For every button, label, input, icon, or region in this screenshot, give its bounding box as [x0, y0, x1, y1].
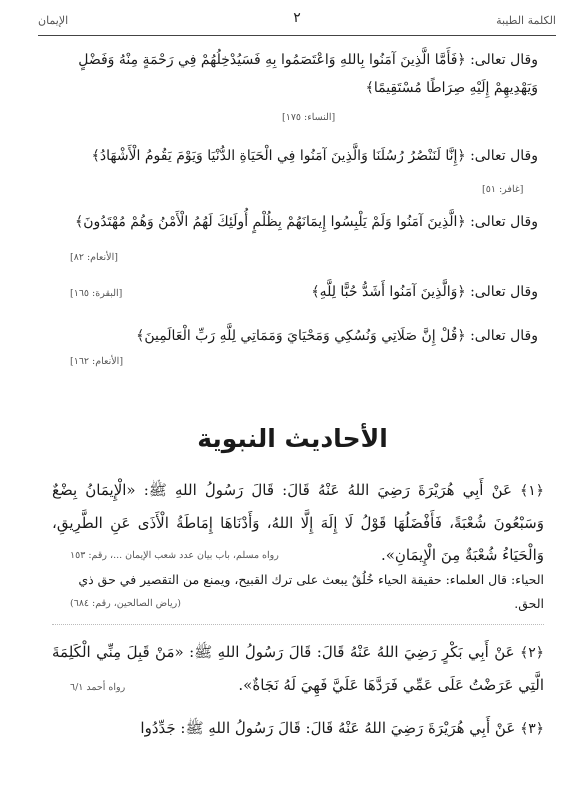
hadith-3-number: ﴿٣﴾	[520, 721, 544, 737]
header-chapter-title: الإيمان	[38, 14, 69, 27]
verse-1-reference: [النساء: ١٧٥]	[282, 112, 336, 123]
hadith-1-text: عَنْ أَبِي هُرَيْرَةَ رَضِيَ اللهُ عَنْهُ قَالَ: قَالَ رَسُولُ اللهِ ﷺ: «الْإِيمَانُ بِضْعٌ وَسَبْعُونَ شُعْبَةً، فَأَفْضَلُهَا قَوْلُ لَا إِلَهَ إِلَّا اللهُ، وَأَدْنَاهَا إِمَاطَةُ الْأَذَى عَنِ الطَّرِيقِ، وَالْحَيَاءُ شُعْبَةٌ مِنَ الْإِيمَانِ».	[52, 481, 544, 564]
hadith-1-note-source: (رياض الصالحين، رقم: ٦٨٤)	[70, 598, 181, 609]
hadith-2-number: ﴿٢﴾	[520, 645, 544, 661]
header-rule	[38, 35, 556, 36]
page-number: ٢	[293, 10, 301, 26]
hadith-1-source: رواه مسلم، باب بيان عدد شعب الإيمان ...، رقم: ١٥٣	[70, 550, 279, 561]
verse-3: وقال تعالى: ﴿الَّذِينَ آمَنُوا وَلَمْ يَلْبِسُوا إِيمَانَهُمْ بِظُلْمٍ أُولَئِكَ لَهُمُ الْأَمْنُ وَهُمْ مُهْتَدُونَ﴾	[75, 214, 538, 230]
verse-5-reference: [الأنعام: ١٦٢]	[70, 356, 124, 367]
hadith-2-source: رواه أحمد ٦/١	[70, 682, 126, 693]
verse-2-reference: [غافر: ٥١]	[482, 184, 524, 195]
hadith-3-text: عَنْ أَبِي هُرَيْرَةَ رَضِيَ اللهُ عَنْهُ قَالَ: قَالَ رَسُولُ اللهِ ﷺ: جَدِّدُوا	[140, 719, 516, 737]
hadith-3	[52, 712, 544, 745]
verse-1: وقال تعالى: ﴿فَأَمَّا الَّذِينَ آمَنُوا بِاللهِ وَاعْتَصَمُوا بِهِ فَسَيُدْخِلُهُمْ فِي رَحْمَةٍ مِنْهُ وَفَضْلٍ وَيَهْدِيهِمْ إِلَيْهِ صِرَاطًا مُسْتَقِيمًا﴾	[78, 52, 538, 96]
verse-3-reference: [الأنعام: ٨٢]	[70, 252, 118, 263]
verse-2: وقال تعالى: ﴿إِنَّا لَنَنْصُرُ رُسُلَنَا وَالَّذِينَ آمَنُوا فِي الْحَيَاةِ الدُّنْيَا وَيَوْمَ يَقُومُ الْأَشْهَادُ﴾	[91, 148, 538, 164]
hadith-2	[52, 636, 544, 701]
hadith-1-note: الحياء: قال العلماء: حقيقة الحياء خُلُقٌ يبعث على ترك القبيح، ويمنع من التقصير في حق ذي الحق.	[78, 572, 544, 611]
verse-4-reference: [البقرة: ١٦٥]	[70, 288, 123, 299]
verse-4: وقال تعالى: ﴿وَالَّذِينَ آمَنُوا أَشَدُّ حُبًّا لِلَّهِ﴾	[311, 284, 538, 300]
hadith-1-number: ﴿١﴾	[520, 483, 544, 499]
header-book-title: الكلمة الطيبة	[496, 14, 556, 27]
section-divider	[52, 624, 544, 625]
verse-5: وقال تعالى: ﴿قُلْ إِنَّ صَلَاتِي وَنُسُكِي وَمَحْيَايَ وَمَمَاتِي لِلَّهِ رَبِّ الْعَالَمِينَ﴾	[136, 328, 538, 344]
hadith-2-text: عَنْ أَبِي بَكْرٍ رَضِيَ اللهُ عَنْهُ قَالَ: قَالَ رَسُولُ اللهِ ﷺ: «مَنْ قَبِلَ مِنِّي الْكَلِمَةَ الَّتِي عَرَضْتُ عَلَى عَمِّي فَرَدَّهَا عَلَيَّ فَهِيَ لَهُ نَجَاةٌ».	[52, 643, 544, 694]
page-header	[38, 6, 556, 36]
section-title: الأحاديث النبوية	[197, 424, 388, 453]
